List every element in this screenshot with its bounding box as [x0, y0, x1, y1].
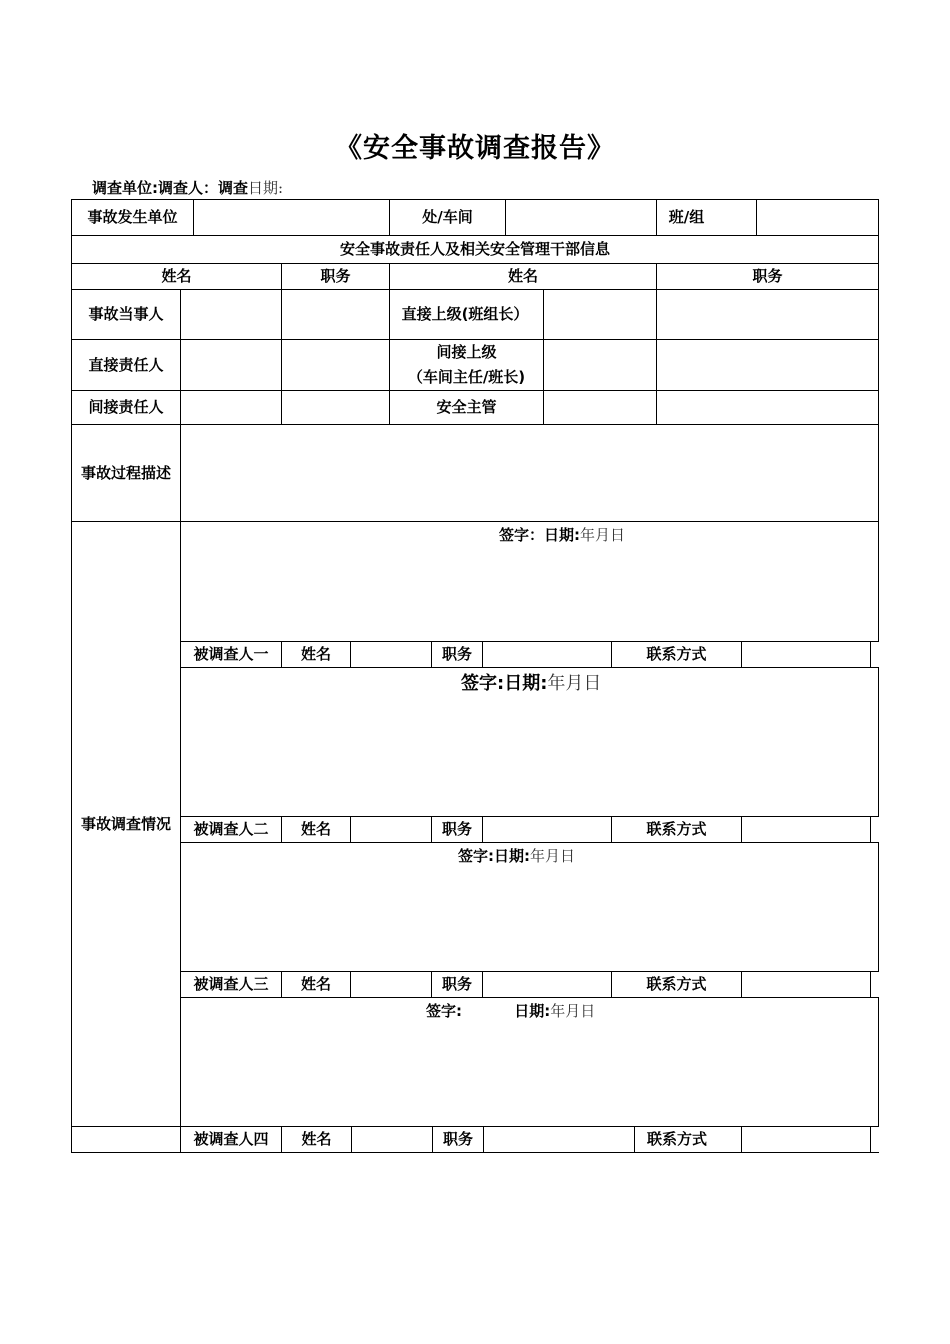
indirect-responsible-post-field[interactable]	[282, 391, 389, 424]
interviewee-4-contact-label: 联系方式	[646, 1130, 707, 1148]
investigation-meta	[92, 177, 283, 198]
workshop-label: 处/车间	[422, 208, 473, 226]
interviewee-1-name-label: 姓名	[300, 645, 331, 663]
indirect-responsible-name-field[interactable]	[181, 391, 281, 424]
direct-superior-label: 直接上级(班组长）	[401, 305, 529, 323]
direct-superior-name-field[interactable]	[544, 290, 656, 339]
signature-2[interactable]	[461, 669, 601, 695]
meta-date-label: 日期:	[248, 179, 284, 197]
accident-unit-label: 事故发生单位	[87, 208, 178, 226]
team-label: 班/组	[668, 208, 705, 226]
safety-supervisor-name-field[interactable]	[544, 391, 656, 424]
party-label: 事故当事人	[88, 305, 164, 323]
interviewee-2-post-label: 职务	[441, 820, 472, 838]
party-name-field[interactable]	[181, 290, 281, 339]
interviewee-3-contact-label: 联系方式	[646, 975, 707, 993]
interviewee-3-name-label: 姓名	[300, 975, 331, 993]
signature-1-date: 年月日	[580, 526, 626, 544]
header-name-2: 姓名	[507, 267, 538, 285]
interviewee-3-post-label: 职务	[441, 975, 472, 993]
interviewee-2-contact-label: 联系方式	[646, 820, 707, 838]
interviewee-4-post-label: 职务	[442, 1130, 473, 1148]
section-header: 安全事故责任人及相关安全管理干部信息	[339, 240, 610, 258]
indirect-superior-label	[390, 340, 543, 390]
direct-responsible-post-field[interactable]	[282, 340, 389, 390]
interviewee-4-label: 被调查人四	[193, 1130, 269, 1148]
process-description-field[interactable]	[181, 425, 878, 521]
interviewee-2-label: 被调查人二	[193, 820, 269, 838]
signature-3[interactable]	[458, 845, 575, 866]
signature-4-label: 签字: 日期:	[426, 1002, 551, 1020]
signature-4[interactable]	[426, 1000, 595, 1021]
header-post-2: 职务	[752, 267, 783, 285]
indirect-superior-name-field[interactable]	[544, 340, 656, 390]
signature-2-date: 年月日	[547, 673, 602, 694]
header-post-1: 职务	[320, 267, 351, 285]
interviewee-1-post-label: 职务	[441, 645, 472, 663]
meta-labels: 调查单位:调查人：调查	[92, 179, 248, 197]
signature-3-date: 年月日	[530, 847, 576, 865]
indirect-responsible-label: 间接责任人	[88, 398, 164, 416]
process-description-label: 事故过程描述	[80, 463, 171, 482]
signature-2-label: 签字:日期:	[461, 673, 548, 694]
direct-superior-post-field[interactable]	[657, 290, 878, 339]
direct-responsible-name-field[interactable]	[181, 340, 281, 390]
team-field[interactable]	[757, 200, 878, 235]
indirect-superior-post-field[interactable]	[657, 340, 878, 390]
signature-3-label: 签字:日期:	[458, 847, 530, 865]
signature-1-label: 签字：日期:	[499, 526, 580, 544]
signature-1[interactable]	[499, 524, 625, 545]
interviewee-3-label: 被调查人三	[193, 975, 269, 993]
safety-supervisor-post-field[interactable]	[657, 391, 878, 424]
investigation-label: 事故调查情况	[80, 814, 171, 833]
accident-unit-field[interactable]	[194, 200, 389, 235]
interviewee-2-name-label: 姓名	[300, 820, 331, 838]
indirect-superior-line2: （车间主任/班长)	[407, 368, 526, 386]
workshop-field[interactable]	[506, 200, 656, 235]
direct-responsible-label: 直接责任人	[88, 355, 164, 374]
party-post-field[interactable]	[282, 290, 389, 339]
indirect-superior-line1: 间接上级	[436, 343, 497, 361]
signature-4-date: 年月日	[550, 1002, 596, 1020]
header-name-1: 姓名	[161, 267, 192, 285]
interviewee-4-name-label: 姓名	[301, 1130, 332, 1148]
interviewee-1-label: 被调查人一	[193, 645, 269, 663]
interviewee-1-contact-label: 联系方式	[646, 645, 707, 663]
safety-supervisor-label: 安全主管	[436, 398, 497, 416]
page-title: 《安全事故调查报告》	[335, 133, 615, 164]
